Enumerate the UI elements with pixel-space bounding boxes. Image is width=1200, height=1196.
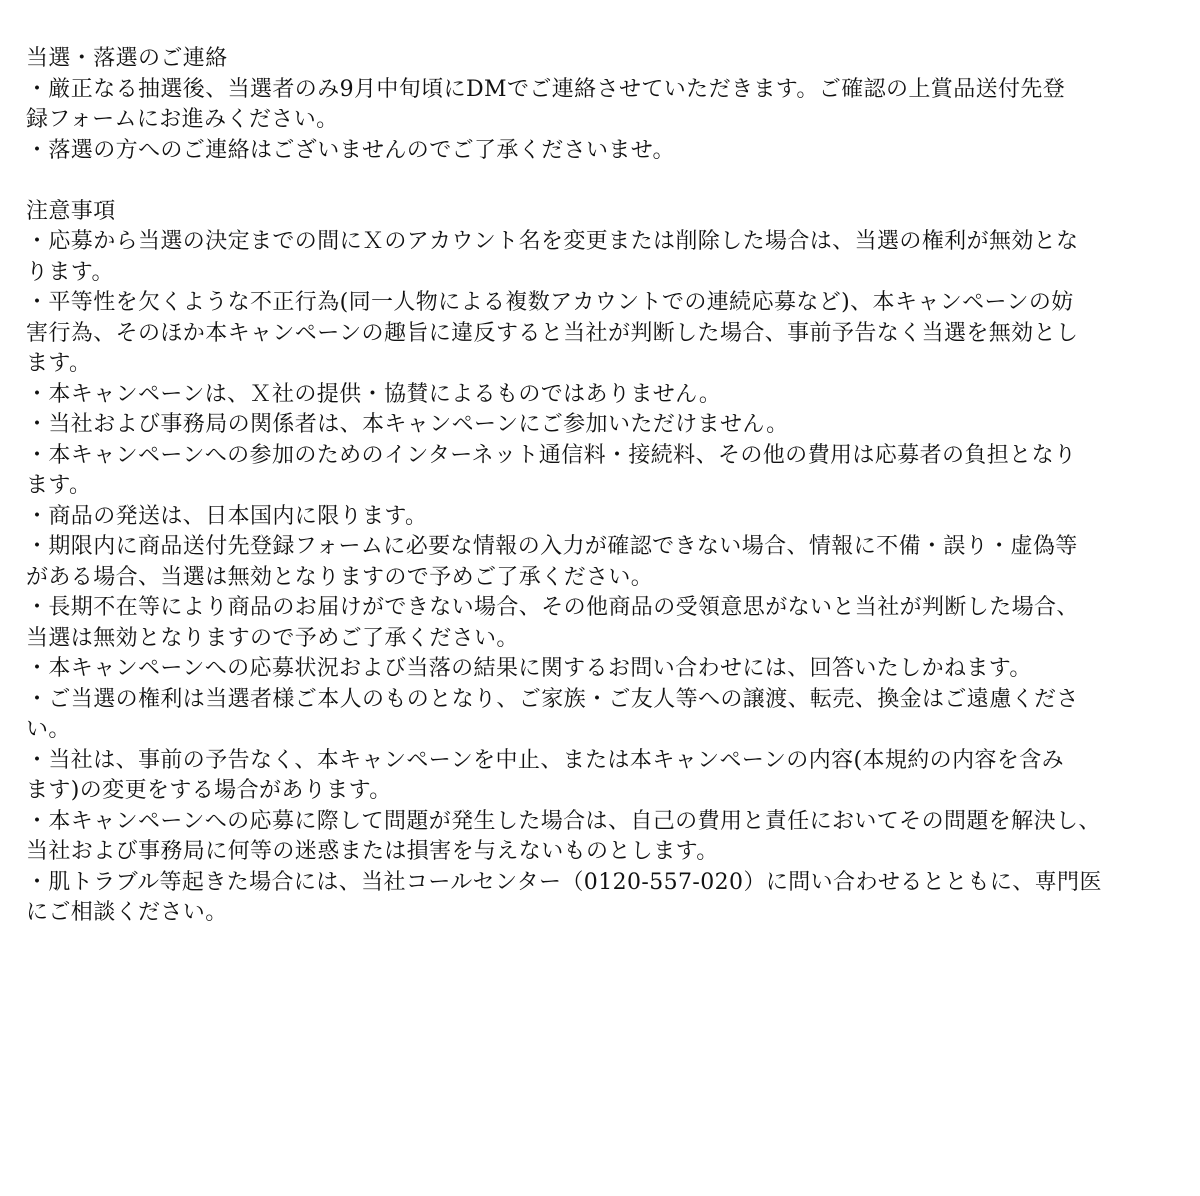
section-winner-notice (26, 44, 1186, 166)
text-line: ・本キャンペーンへの応募状況および当落の結果に関するお問い合わせには、回答いたしかねます。 (26, 656, 1032, 681)
text-line: ・当社は、事前の予告なく、本キャンペーンを中止、または本キャンペーンの内容(本規約の内容を含み (26, 747, 1065, 773)
text-line: 害行為、そのほか本キャンペーンの趣旨に違反すると当社が判断した場合、事前予告なく当選を無効とし (26, 320, 1079, 346)
list-item (26, 380, 1186, 411)
text-line: ・厳正なる抽選後、当選者のみ9月中旬頃にDMでご連絡させていただきます。ご確認の上賞品送付先登 (26, 76, 1066, 102)
list-item (26, 227, 1186, 288)
text-line: がある場合、当選は無効となりますので予めご了承ください。 (26, 564, 654, 590)
text-line: ます)の変更をする場合があります。 (26, 778, 392, 803)
list-item (26, 410, 1186, 441)
section-title: 当選・落選のご連絡 (26, 46, 228, 71)
text-line: ます。 (26, 473, 92, 498)
text-line: ・応募から当選の決定までの間にＸのアカウント名を変更または削除した場合は、当選の権利が無効とな (26, 229, 1079, 254)
text-line: ・長期不在等により商品のお届けができない場合、その他商品の受領意思がないと当社が判断した場合、 (26, 595, 1079, 620)
list-item (26, 502, 1186, 533)
text-line: ・落選の方へのご連絡はございませんのでご了承くださいませ。 (26, 137, 675, 163)
text-line: ・本キャンペーンは、Ｘ社の提供・協賛によるものではありません。 (26, 381, 722, 407)
section-spacer (26, 166, 1186, 197)
text-line: い。 (26, 717, 71, 742)
text-line: ・商品の発送は、日本国内に限ります。 (26, 503, 428, 529)
list-item (26, 441, 1186, 502)
text-line: ・本キャンペーンへの参加のためのインターネット通信料・接続料、その他の費用は応募者の負担となり (26, 442, 1077, 468)
text-line: ・本キャンペーンへの応募に際して問題が発生した場合は、自己の費用と責任においてその問題を解決し、 (26, 808, 1101, 834)
list-item (26, 868, 1186, 929)
list-item (26, 593, 1186, 654)
list-item (26, 685, 1186, 746)
list-item (26, 288, 1186, 380)
section-precautions (26, 197, 1186, 929)
text-line: ・平等性を欠くような不正行為(同一人物による複数アカウントでの連続応募など)、本キャンペーンの妨 (26, 290, 1074, 315)
text-line: 当社および事務局に何等の迷惑または損害を与えないものとします。 (26, 839, 719, 864)
text-line: ・期限内に商品送付先登録フォームに必要な情報の入力が確認できない場合、情報に不備・誤り・虚偽等 (26, 534, 1078, 559)
list-item (26, 532, 1186, 593)
text-line: 当選は無効となりますので予めご了承ください。 (26, 625, 519, 651)
text-line: ・ご当選の権利は当選者様ご本人のものとなり、ご家族・ご友人等への譲渡、転売、換金はご遠慮くださ (26, 686, 1079, 712)
list-item (26, 136, 1186, 167)
text-line: 録フォームにお進みください。 (26, 107, 339, 132)
list-item (26, 75, 1186, 136)
text-line: ・肌トラブル等起きた場合には、当社コールセンター（0120-557-020）に問い合わせるとともに、専門医 (26, 869, 1102, 895)
text-line: ます。 (26, 351, 92, 376)
text-line: ・当社および事務局の関係者は、本キャンペーンにご参加いただけません。 (26, 412, 789, 437)
text-line: ります。 (26, 259, 114, 285)
list-item (26, 654, 1186, 685)
text-line: にご相談ください。 (26, 900, 228, 925)
list-item (26, 807, 1186, 868)
list-item (26, 746, 1186, 807)
section-title: 注意事項 (26, 198, 116, 224)
terms-document (26, 44, 1186, 929)
